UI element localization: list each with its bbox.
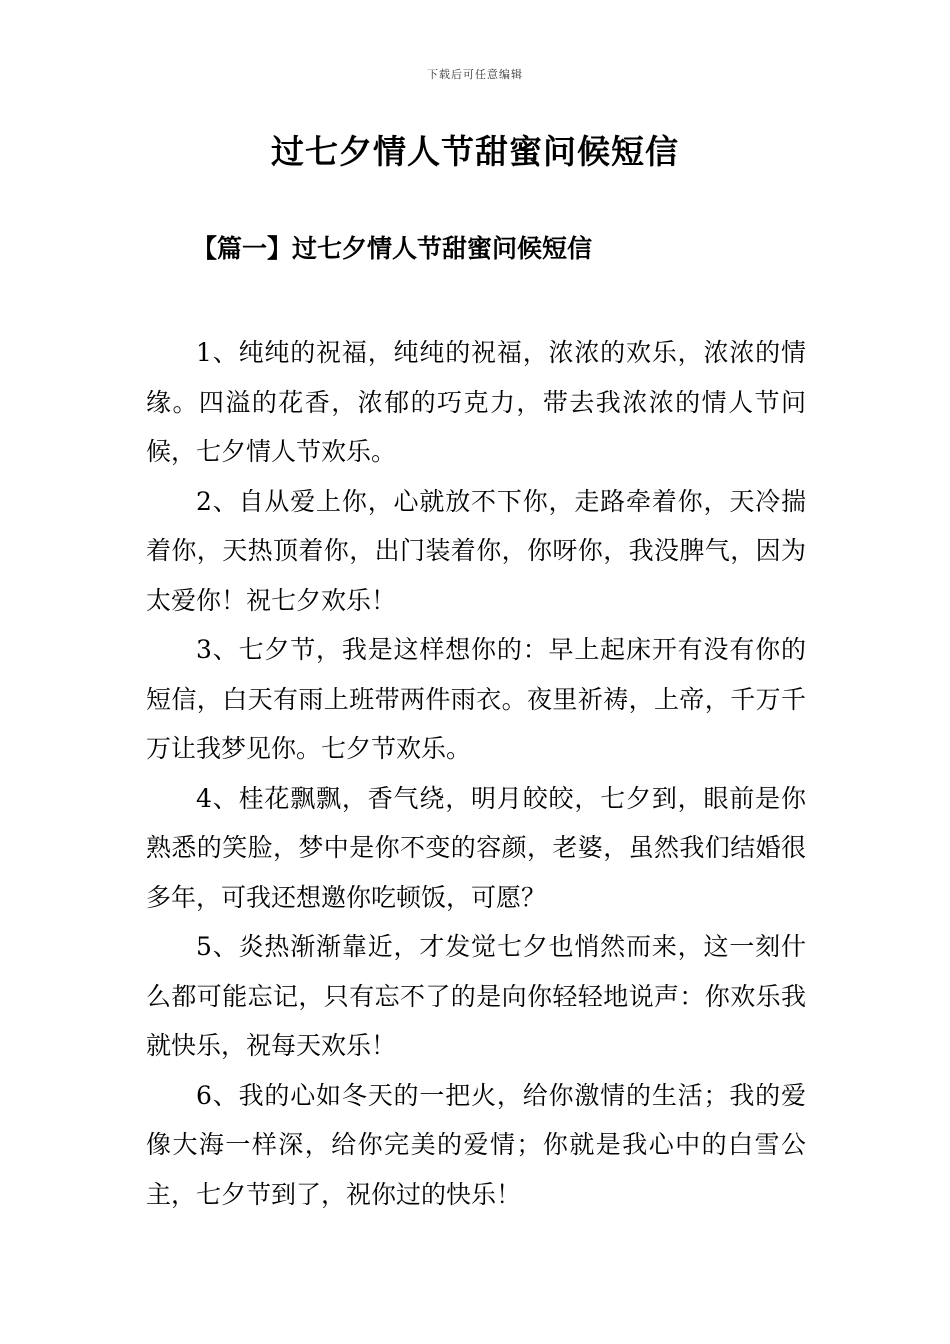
paragraph-5: 5、炎热渐渐靠近，才发觉七夕也悄然而来，这一刻什么都可能忘记，只有忘不了的是向你轻轻地说声：你欢乐我就快乐，祝每天欢乐！ [146,932,806,1060]
paragraph-1: 1、纯纯的祝福，纯纯的祝福，浓浓的欢乐，浓浓的情缘。四溢的花香，浓郁的巧克力，带去我浓浓的情人节问候，七夕情人节欢乐。 [146,338,806,466]
paragraph-2: 2、自从爱上你，心就放不下你，走路牵着你，天冷揣着你，天热顶着你，出门装着你，你呀你，我没脾气，因为太爱你！祝七夕欢乐！ [146,486,806,615]
document-body [146,328,806,1219]
header-note: 下载后可任意编辑 [427,68,523,81]
section-heading: 【篇一】过七夕情人节甜蜜问候短信 [192,234,593,263]
paragraph-6: 6、我的心如冬天的一把火，给你激情的生活；我的爱像大海一样深，给你完美的爱情；你就是我心中的白雪公主，七夕节到了，祝你过的快乐！ [146,1080,806,1209]
paragraph-4: 4、桂花飘飘，香气绕，明月皎皎，七夕到，眼前是你熟悉的笑脸，梦中是你不变的容颜，老婆，虽然我们结婚很多年，可我还想邀你吃顿饭，可愿？ [146,783,806,912]
document-title: 过七夕情人节甜蜜问候短信 [271,132,679,171]
paragraph-3: 3、七夕节，我是这样想你的：早上起床开有没有你的短信，白天有雨上班带两件雨衣。夜里祈祷，上帝，千万千万让我梦见你。七夕节欢乐。 [146,635,806,763]
